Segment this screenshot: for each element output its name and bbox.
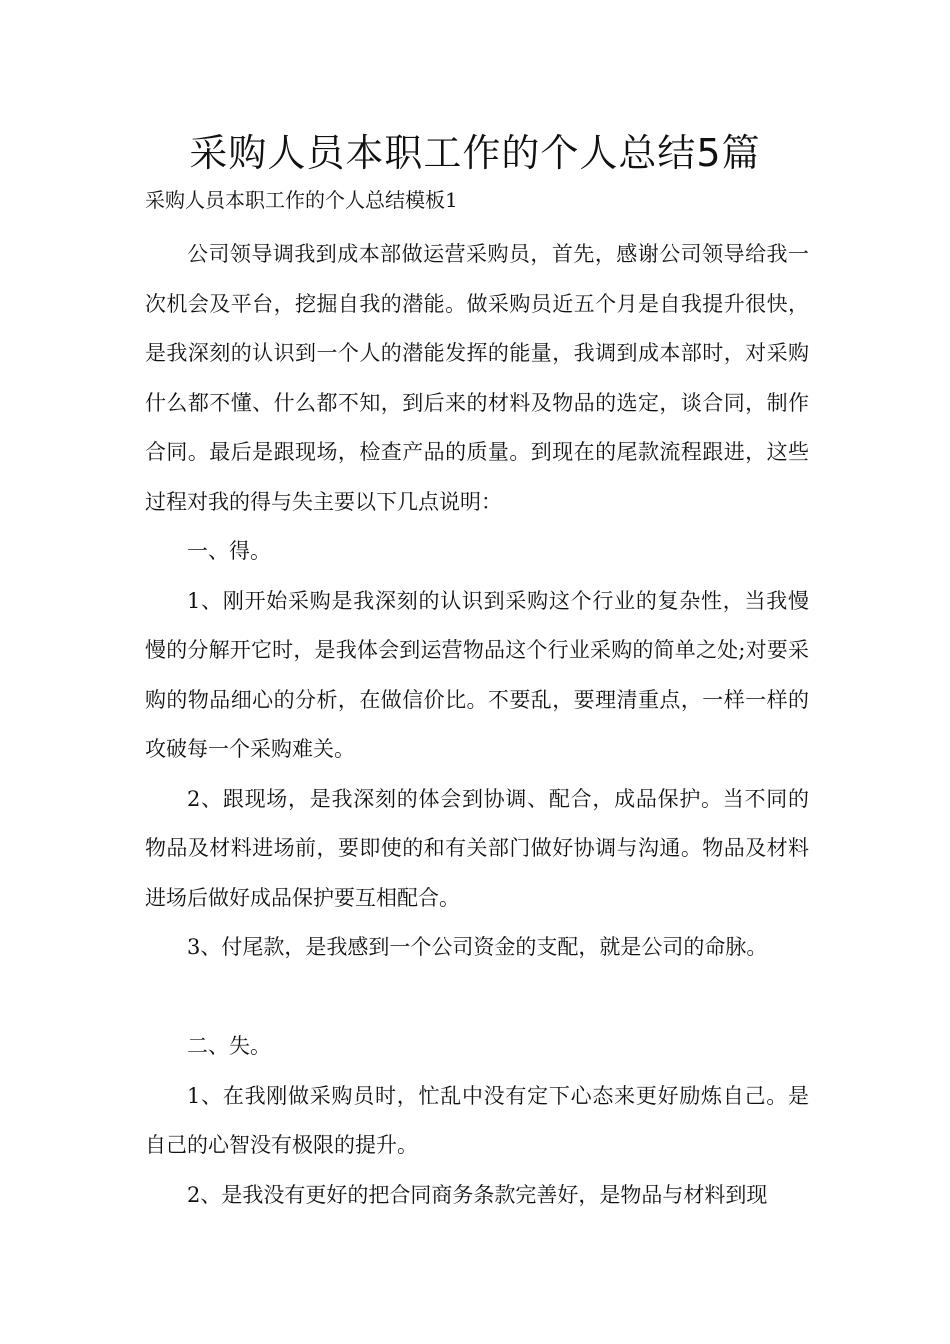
document-body: [145, 230, 809, 1220]
blank-line: [145, 973, 809, 1023]
section-heading-gains: 一、得。: [187, 539, 271, 563]
paragraph-gain-2: 2、跟现场，是我深刻的体会到协调、配合，成品保护。当不同的物品及材料进场前，要即使的和有关部门做好协调与沟通。物品及材料进场后做好成品保护要互相配合。: [145, 786, 809, 910]
paragraph-intro: 公司领导调我到成本部做运营采购员，首先，感谢公司领导给我一次机会及平台，挖掘自我的潜能。做采购员近五个月是自我提升很快，是我深刻的认识到一个人的潜能发挥的能量，我调到成本部时，对采购什么都不懂、什么都不知，到后来的材料及物品的选定，谈合同，制作合同。最后是跟现场，检查产品的质量。到现在的尾款流程跟进，这些过程对我的得与失主要以下几点说明：: [145, 242, 809, 514]
document-title: 采购人员本职工作的个人总结5篇: [189, 131, 761, 175]
document-subtitle: 采购人员本职工作的个人总结模板1: [145, 188, 458, 212]
paragraph-gain-3: 3、付尾款，是我感到一个公司资金的支配，就是公司的命脉。: [187, 935, 768, 959]
paragraph-loss-2: 2、是我没有更好的把合同商务条款完善好，是物品与材料到现: [187, 1182, 768, 1207]
section-heading-losses: 二、失。: [187, 1034, 271, 1058]
paragraph-gain-1: 1、刚开始采购是我深刻的认识到采购这个行业的复杂性，当我慢慢的分解开它时，是我体会到运营物品这个行业采购的简单之处;对要采购的物品细心的分析，在做信价比。不要乱，要理清重点，一样一样的攻破每一个采购难关。: [145, 588, 809, 761]
paragraph-loss-1: 1、在我刚做采购员时，忙乱中没有定下心态来更好励炼自己。是自己的心智没有极限的提升。: [145, 1083, 809, 1157]
